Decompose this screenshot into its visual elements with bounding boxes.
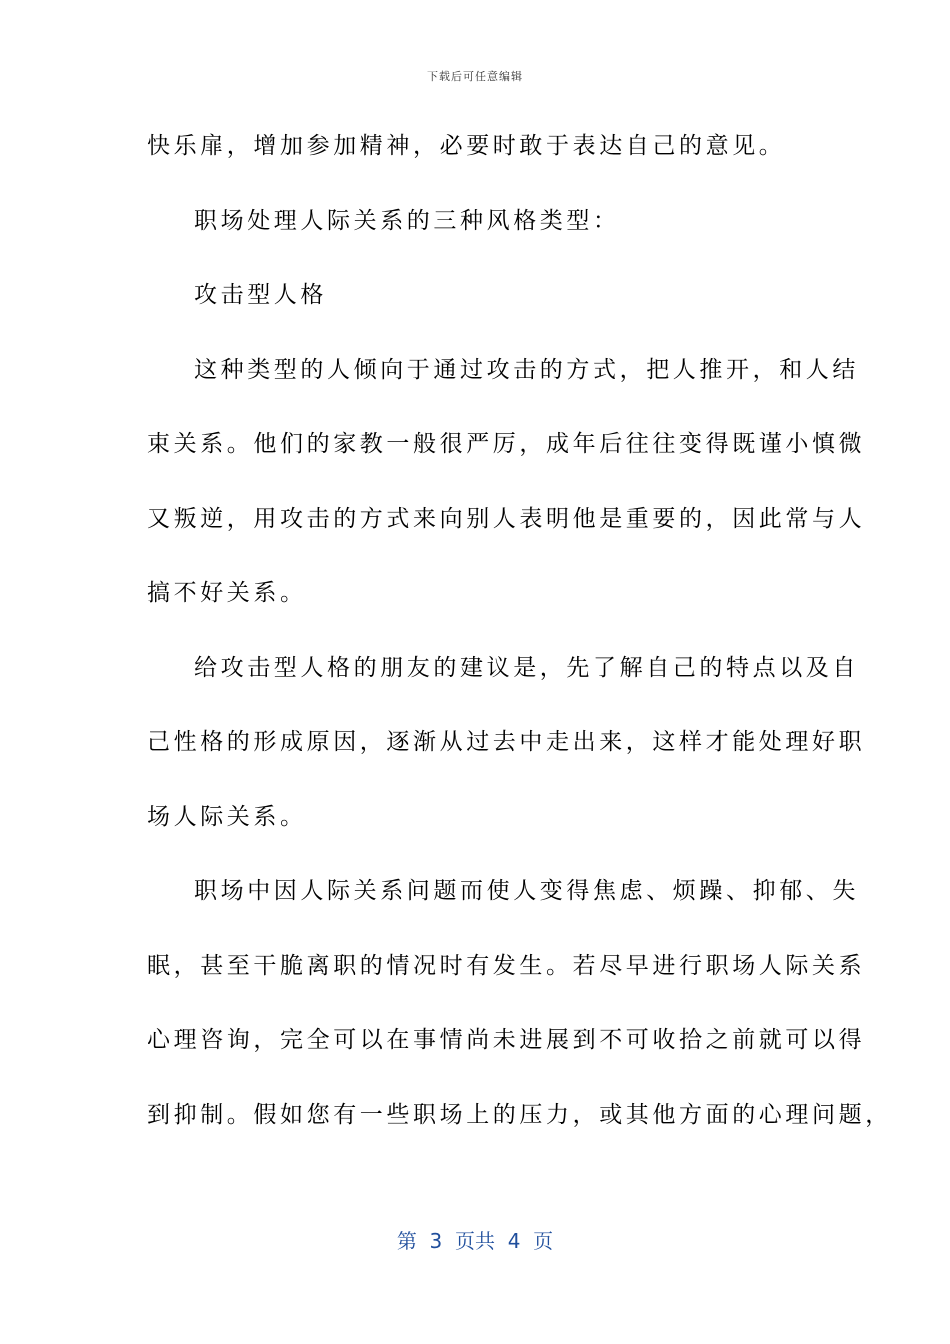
document-body (147, 124, 892, 1167)
subsection-heading: 攻击型人格 (194, 282, 327, 308)
paragraph-line: 己性格的形成原因，逐渐从过去中走出来，这样才能处理好职 (147, 729, 866, 755)
paragraph-line: 给攻击型人格的朋友的建议是，先了解自己的特点以及自 (194, 654, 859, 681)
body-line: 快乐扉，增加参加精神，必要时敢于表达自己的意见。 (147, 133, 786, 159)
paragraph-line: 职场中因人际关系问题而使人变得焦虑、烦躁、抑郁、失 (194, 878, 859, 904)
paragraph-line: 心理咨询，完全可以在事情尚未进展到不可收拾之前就可以得 (147, 1027, 866, 1053)
header-note: 下载后可任意编辑 (427, 70, 523, 83)
paragraph-line: 到抑制。假如您有一些职场上的压力，或其他方面的心理问题， (147, 1101, 892, 1128)
paragraph-line: 场人际关系。 (147, 803, 307, 830)
page-number-footer: 第 3 页共 4 页 (396, 1229, 554, 1253)
paragraph-line: 眠，甚至干脆离职的情况时有发生。若尽早进行职场人际关系 (147, 952, 866, 979)
paragraph-line: 这种类型的人倾向于通过攻击的方式，把人推开，和人结 (194, 356, 859, 383)
paragraph-line: 又叛逆，用攻击的方式来向别人表明他是重要的，因此常与人 (147, 505, 866, 532)
section-heading: 职场处理人际关系的三种风格类型： (194, 207, 620, 234)
paragraph-line: 搞不好关系。 (147, 580, 307, 606)
paragraph-line: 束关系。他们的家教一般很严厉，成年后往往变得既谨小慎微 (147, 431, 866, 457)
